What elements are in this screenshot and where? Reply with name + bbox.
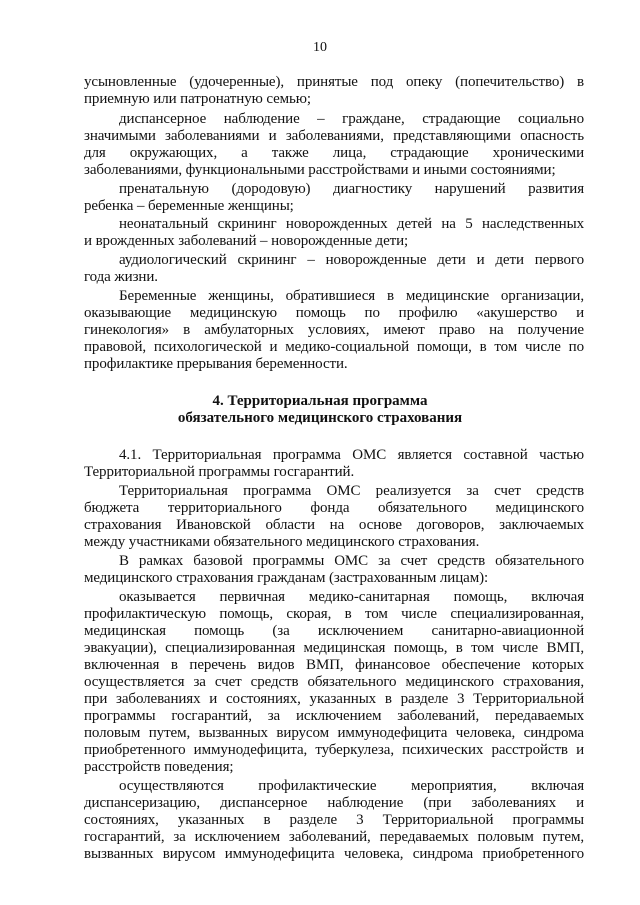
text-line: Территориальной программы госгарантий. [84,464,355,480]
section-heading-line-1: 4. Территориальная программа [212,393,428,409]
text-line: усыновленные (удочеренные), принятые под опеку (попечительство) в [84,74,584,90]
text-line: диспансеризацию, диспансерное наблюдение (при заболеваниях и [84,795,584,811]
text-line: между участниками обязательного медицинского страхования. [84,534,480,550]
text-line: медицинская помощь (за исключением санитарно-авиационной [84,623,584,639]
text-line: оказывающие медицинскую помощь по профилю «акушерство и [84,305,584,321]
text-line: Беременные женщины, обратившиеся в медицинские организации, [119,288,584,304]
text-line: приемную или патронатную семью; [84,91,311,107]
text-line: оказывается первичная медико-санитарная помощь, включая [119,589,584,605]
text-line: медицинского страхования гражданам (застрахованным лицам): [84,570,489,586]
text-line: неонатальный скрининг новорожденных детей на 5 наследственных [119,216,584,232]
text-line: профилактическую помощь, скорая, в том числе специализированная, [84,606,584,622]
page-number: 10 [313,40,327,55]
text-line: В рамках базовой программы ОМС за счет средств обязательного [119,553,584,569]
text-line: для окружающих, а также лица, страдающие хроническими [84,145,584,161]
text-line: эвакуации), специализированная медицинская помощь, в том числе ВМП, [84,640,584,656]
section-heading-line-2: обязательного медицинского страхования [177,410,463,426]
text-line: программы госгарантий, за исключением заболеваний, передаваемых [84,708,584,724]
text-line: и врожденных заболеваний – новорожденные дети; [84,233,409,249]
text-line: половым путем, вызванных вирусом иммунодефицита человека, синдрома [84,725,584,741]
text-line: включенная в перечень видов ВМП, финансовое обеспечение которых [84,657,584,673]
text-line: при заболеваниях и состояниях, указанных в разделе 3 Территориальной [84,691,584,707]
text-line: состояниях, указанных в разделе 3 Территориальной программы [84,812,584,828]
text-line: пренатальную (дородовую) диагностику нарушений развития [119,181,584,197]
text-line: осуществляется за счет средств обязательного медицинского страхования, [84,674,584,690]
text-line: диспансерное наблюдение – граждане, страдающие социально [119,111,584,127]
text-line: гинекология» в амбулаторных условиях, имеют право на получение [84,322,584,338]
text-line: госгарантий, за исключением заболеваний, передаваемых половым путем, [84,829,584,845]
text-line: приобретенного иммунодефицита, туберкулеза, психических расстройств и [84,742,584,758]
text-line: осуществляются профилактические мероприятия, включая [119,778,584,794]
text-line: страхования Ивановской области на основе договоров, заключаемых [84,517,584,533]
text-line: заболеваниями, функциональными расстройствами и иными состояниями; [84,162,556,178]
text-line: расстройств поведения; [84,759,234,775]
text-line: вызванных вирусом иммунодефицита человека, синдрома приобретенного [84,846,584,862]
text-line: ребенка – беременные женщины; [84,198,294,214]
text-line: профилактике прерывания беременности. [84,356,348,372]
text-line: года жизни. [84,269,158,285]
text-line: бюджета территориального фонда обязательного медицинского [84,500,584,516]
text-line: правовой, психологической и медико-социальной помощи, в том числе по [84,339,584,355]
text-line: аудиологический скрининг – новорожденные дети и дети первого [119,252,584,268]
text-line: значимыми заболеваниями и заболеваниями, представляющими опасность [84,128,584,144]
text-line: Территориальная программа ОМС реализуется за счет средств [119,483,584,499]
text-line: 4.1. Территориальная программа ОМС является составной частью [119,447,584,463]
